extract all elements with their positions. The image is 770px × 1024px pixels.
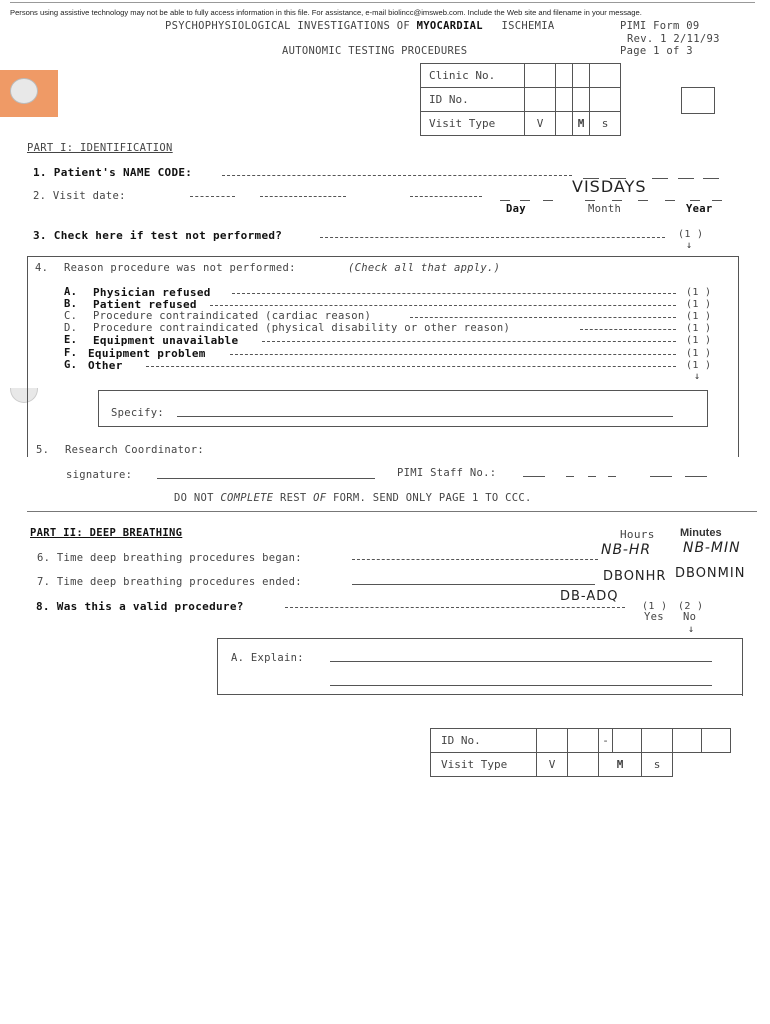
id-number-cell[interactable] xyxy=(590,88,621,112)
reason-letter: A. xyxy=(64,286,78,298)
reason-leader xyxy=(580,329,676,330)
visit-date-blank[interactable] xyxy=(543,200,553,201)
q7-hour-handwritten: DBONHR xyxy=(603,569,667,584)
q2-leader xyxy=(260,196,346,197)
reason-leader xyxy=(146,366,676,367)
reason-letter: G. xyxy=(64,359,78,371)
punch-hole-icon xyxy=(10,78,38,104)
q7-leader xyxy=(352,584,595,585)
footer-id-cell[interactable] xyxy=(642,729,673,753)
reason-leader xyxy=(410,317,676,318)
reason-label: Other xyxy=(88,359,123,372)
footer-id-cell[interactable] xyxy=(702,729,731,753)
q2-visit-date: 2. Visit date: xyxy=(33,190,126,202)
q3-not-performed: 3. Check here if test not performed? xyxy=(33,229,283,242)
q7-ended: 7. Time deep breathing procedures ended: xyxy=(37,576,302,588)
specify-field[interactable] xyxy=(177,416,673,417)
part1-heading: PART I: IDENTIFICATION xyxy=(27,142,173,154)
q6-began: 6. Time deep breathing procedures began: xyxy=(37,552,302,564)
q4-question: Reason procedure was not performed: xyxy=(64,262,296,274)
staff-number-blank[interactable] xyxy=(566,476,574,477)
q8-handwritten: DB-ADQ xyxy=(560,589,619,604)
reason-letter: F. xyxy=(64,347,78,359)
form-page: Page 1 of 3 xyxy=(620,45,693,57)
title-prefix: PSYCHOPHYSIOLOGICAL INVESTIGATIONS OF xyxy=(165,20,410,32)
arrow-down-icon: ↓ xyxy=(688,624,695,635)
reason-checkbox[interactable]: (1 ) xyxy=(686,287,712,298)
year-label: Year xyxy=(686,203,713,215)
visit-date-handwritten: VISDAYS xyxy=(572,177,647,196)
q3-checkbox[interactable]: (1 ) xyxy=(678,229,704,240)
form-id: PIMI Form 09 xyxy=(620,20,700,32)
do-not-rest-word: REST xyxy=(279,492,307,504)
footer-id-label: ID No. xyxy=(431,729,537,753)
reason-checkbox[interactable]: (1 ) xyxy=(686,348,712,359)
reason-checkbox[interactable]: (1 ) xyxy=(686,323,712,334)
reason-checkbox[interactable]: (1 ) xyxy=(686,311,712,322)
visit-type-s: s xyxy=(590,112,621,136)
q4-number: 4. xyxy=(35,262,49,274)
name-code-blank[interactable] xyxy=(652,178,668,179)
binder-tab xyxy=(0,70,58,117)
staff-number-blank[interactable] xyxy=(685,476,707,477)
q8-leader xyxy=(285,607,625,608)
visit-date-blank[interactable] xyxy=(712,200,722,201)
q8-valid-procedure: 8. Was this a valid procedure? xyxy=(36,600,244,613)
title-suffix: ISCHEMIA xyxy=(501,20,555,32)
specify-label: Specify: xyxy=(111,407,164,419)
visit-date-blank[interactable] xyxy=(638,200,648,201)
q5-number: 5. xyxy=(36,444,50,456)
clinic-number-label: Clinic No. xyxy=(421,64,525,88)
reason-label: Procedure contraindicated (physical disability or other reason) xyxy=(93,322,511,334)
footer-visit-v: V xyxy=(537,753,568,777)
signature-field[interactable] xyxy=(157,478,375,479)
footer-visit-label: Visit Type xyxy=(431,753,537,777)
visit-date-blank[interactable] xyxy=(520,200,530,201)
reason-leader xyxy=(210,305,676,306)
explain-label: A. Explain: xyxy=(231,652,304,664)
reason-label: Procedure contraindicated (cardiac reason) xyxy=(93,310,372,322)
reason-label: Physician refused xyxy=(93,286,211,299)
form-subtitle: AUTONOMIC TESTING PROCEDURES xyxy=(282,45,468,57)
clinic-id-visit-grid xyxy=(420,63,621,136)
reason-leader xyxy=(232,293,676,294)
footer-id-cell[interactable] xyxy=(537,729,568,753)
reason-letter: E. xyxy=(64,334,78,346)
visit-date-blank[interactable] xyxy=(612,200,622,201)
arrow-down-icon: ↓ xyxy=(694,371,701,382)
footer-empty-cell xyxy=(673,753,731,777)
day-label: Day xyxy=(506,203,526,215)
q1-name-code: 1. Patient's NAME CODE: xyxy=(33,166,193,179)
id-grid-extension xyxy=(681,87,715,114)
notice-rule xyxy=(10,2,755,3)
staff-number-blank[interactable] xyxy=(588,476,596,477)
reason-letter: B. xyxy=(64,298,78,310)
reason-letter: D. xyxy=(64,322,78,334)
footer-id-visit-grid xyxy=(430,728,731,777)
do-not-suffix: FORM. SEND ONLY PAGE 1 TO CCC. xyxy=(332,492,532,504)
hours-label: Hours xyxy=(620,528,655,541)
explain-box xyxy=(217,638,743,695)
form-revision: Rev. 1 2/11/93 xyxy=(627,33,720,45)
do-not-prefix: DO NOT xyxy=(174,492,214,504)
footer-id-cell[interactable]: - xyxy=(599,729,613,753)
specify-box xyxy=(98,390,708,427)
reason-checkbox[interactable]: (1 ) xyxy=(686,360,712,371)
visit-type-label: Visit Type xyxy=(421,112,525,136)
q1-leader xyxy=(222,175,572,176)
staff-number-label: PIMI Staff No.: xyxy=(397,467,497,479)
explain-box-right xyxy=(742,638,743,696)
explain-field[interactable] xyxy=(330,685,712,686)
staff-number-blank[interactable] xyxy=(650,476,672,477)
explain-field[interactable] xyxy=(330,661,712,662)
do-not-complete-word: COMPLETE xyxy=(220,492,274,504)
q2-leader xyxy=(190,196,235,197)
footer-id-cell[interactable] xyxy=(673,729,702,753)
footer-id-cell[interactable] xyxy=(568,729,599,753)
footer-visit-cell[interactable] xyxy=(568,753,599,777)
yes-label: Yes xyxy=(644,611,664,623)
q8-no-checkbox[interactable]: (2 ) xyxy=(678,601,704,612)
form-title xyxy=(165,20,554,32)
clinic-number-cell[interactable] xyxy=(556,64,573,88)
clinic-number-cell[interactable] xyxy=(573,64,590,88)
do-not-complete-instruction xyxy=(174,492,532,504)
q6-hour-handwritten: NB-HR xyxy=(601,542,652,558)
id-number-cell[interactable] xyxy=(525,88,556,112)
signature-label: signature: xyxy=(66,469,133,481)
reason-label: Equipment problem xyxy=(88,347,206,360)
id-number-label: ID No. xyxy=(421,88,525,112)
q4-hint: (Check all that apply.) xyxy=(348,262,501,274)
visit-date-blank[interactable] xyxy=(690,200,700,201)
id-number-cell[interactable] xyxy=(556,88,573,112)
month-label: Month xyxy=(588,203,622,215)
q5-research-coordinator: Research Coordinator: xyxy=(65,444,205,456)
visit-date-blank[interactable] xyxy=(585,200,595,201)
staff-number-blank[interactable] xyxy=(608,476,616,477)
clinic-number-cell[interactable] xyxy=(590,64,621,88)
reason-leader xyxy=(230,354,676,355)
reason-label: Equipment unavailable xyxy=(93,334,239,347)
visit-date-blank[interactable] xyxy=(500,200,510,201)
reason-checkbox[interactable]: (1 ) xyxy=(686,335,712,346)
q2-leader xyxy=(410,196,482,197)
name-code-blank[interactable] xyxy=(703,178,719,179)
accessibility-notice: Persons using assistive technology may not be able to fully access information in this file. For assistance, e-mail biolincc@imsweb.com. Include the Web site and filename in your message. xyxy=(10,8,642,17)
q7-min-handwritten: DBONMIN xyxy=(675,566,746,581)
q6-leader xyxy=(352,559,598,560)
q8-yes-checkbox[interactable]: (1 ) xyxy=(642,601,668,612)
reason-leader xyxy=(262,341,676,342)
reason-checkbox[interactable]: (1 ) xyxy=(686,299,712,310)
visit-type-v: V xyxy=(525,112,556,136)
minutes-label: Minutes xyxy=(680,527,722,539)
clinic-number-cell[interactable] xyxy=(525,64,556,88)
visit-type-cell[interactable] xyxy=(556,112,573,136)
visit-date-blank[interactable] xyxy=(665,200,675,201)
visit-type-m: M xyxy=(573,112,590,136)
part1-bottom-rule xyxy=(27,511,757,512)
name-code-blank[interactable] xyxy=(678,178,694,179)
no-label: No xyxy=(683,611,697,623)
title-myocardial: MYOCARDIAL xyxy=(416,20,483,32)
q3-leader xyxy=(320,237,665,238)
id-number-cell[interactable] xyxy=(573,88,590,112)
reason-letter: C. xyxy=(64,310,78,322)
part2-heading: PART II: DEEP BREATHING xyxy=(30,527,183,539)
q6-min-handwritten: NB-MIN xyxy=(683,540,741,556)
reason-label: Patient refused xyxy=(93,298,197,311)
footer-visit-m: M xyxy=(599,753,642,777)
footer-visit-s: s xyxy=(642,753,673,777)
do-not-of-word: OF xyxy=(313,492,327,504)
footer-id-cell[interactable] xyxy=(613,729,642,753)
staff-number-blank[interactable] xyxy=(523,476,545,477)
arrow-down-icon: ↓ xyxy=(686,240,693,251)
